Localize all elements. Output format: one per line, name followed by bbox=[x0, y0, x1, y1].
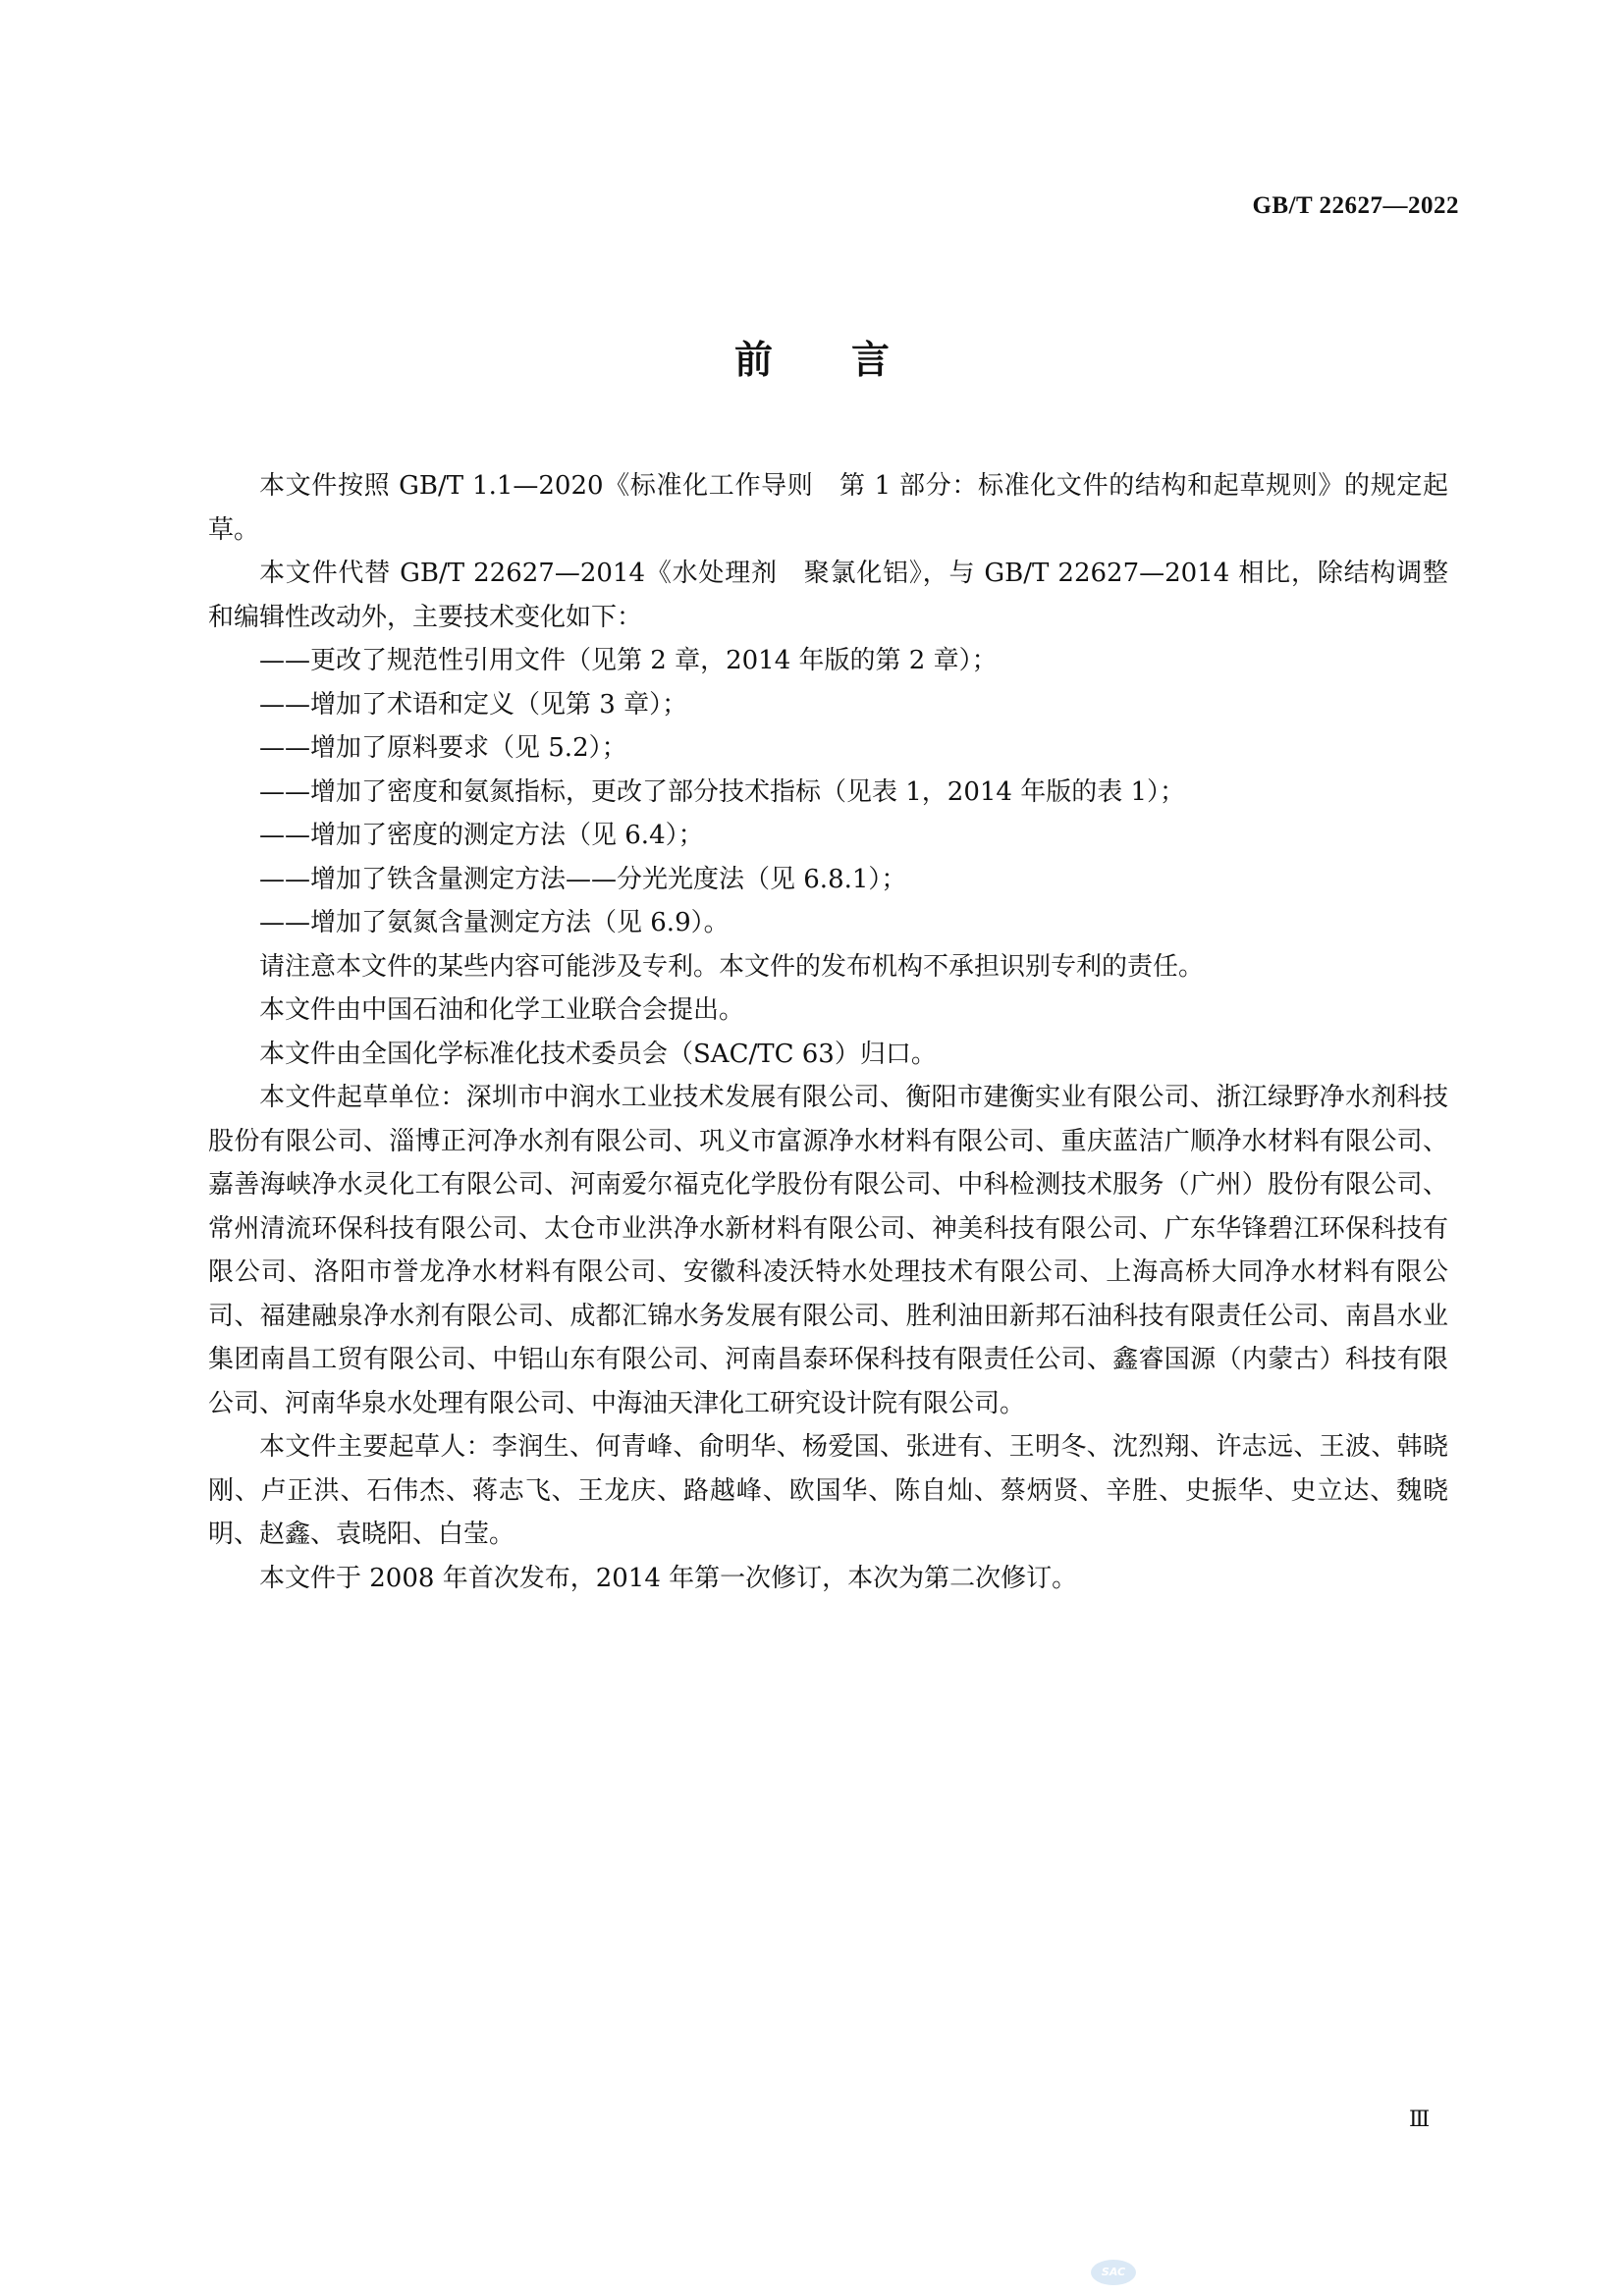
change-item: ——增加了原料要求（见 5.2）； bbox=[259, 733, 627, 763]
change-item: ——增加了氨氮含量测定方法（见 6.9）。 bbox=[259, 908, 730, 937]
change-item: ——增加了术语和定义（见第 3 章）； bbox=[259, 689, 688, 720]
drafting-units: 本文件起草单位：深圳市中润水工业技术发展有限公司、衡阳市建衡实业有限公司、浙江绿野净水剂科技股份有限公司、淄博正河净水剂有限公司、巩义市富源净水材料有限公司、重庆蓝洁广顺净水材料有限公司、嘉善海峡净水灵化工有限公司、河南爱尔福克化学股份有限公司、中科检测技术服务（广州）股份有限公司、常州清流环保科技有限公司、太仓市业洪净水新材料有限公司、神美科技有限公司、广东华锋碧江环保科技有限公司、洛阳市誉龙净水材料有限公司、安徽科凌沃特水处理技术有限公司、上海高桥大同净水材料有限公司、福建融泉净水剂有限公司、成都汇锦水务发展有限公司、胜利油田新邦石油科技有限责任公司、南昌水业集团南昌工贸有限公司、中铝山东有限公司、河南昌泰环保科技有限责任公司、鑫睿国源（内蒙古）科技有限公司、河南华泉水处理有限公司、中海油天津化工研究设计院有限公司。 bbox=[208, 1083, 1448, 1418]
publication-history: 本文件于 2008 年首次发布，2014 年第一次修订，本次为第二次修订。 bbox=[259, 1563, 1078, 1593]
page-number: Ⅲ bbox=[1409, 2107, 1431, 2131]
change-item: ——增加了铁含量测定方法——分光光度法（见 6.8.1）； bbox=[259, 864, 907, 894]
standard-code: GB/T 22627—2022 bbox=[1252, 192, 1459, 219]
foreword-body bbox=[208, 464, 1448, 1600]
page-title: 前言 bbox=[733, 339, 968, 383]
change-item: ——更改了规范性引用文件（见第 2 章，2014 年版的第 2 章）； bbox=[259, 646, 998, 675]
paragraph-drafting-rules: 本文件按照 GB/T 1.1—2020《标准化工作导则 第 1 部分：标准化文件的结构和起草规则》的规定起草。 bbox=[208, 471, 1448, 545]
drafters: 本文件主要起草人：李润生、何青峰、俞明华、杨爱国、张进有、王明冬、沈烈翔、许志远、王波、韩晓刚、卢正洪、石伟杰、蒋志飞、王龙庆、路越峰、欧国华、陈自灿、蔡炳贤、辛胜、史振华、史立达、魏晓明、赵鑫、袁晓阳、白莹。 bbox=[208, 1432, 1448, 1549]
sac-logo-watermark: SAC bbox=[1091, 2260, 1136, 2285]
change-item: ——增加了密度的测定方法（见 6.4）； bbox=[259, 821, 704, 850]
paragraph-replacement: 本文件代替 GB/T 22627—2014《水处理剂 聚氯化铝》，与 GB/T 22627—2014 相比，除结构调整和编辑性改动外，主要技术变化如下： bbox=[208, 559, 1448, 632]
change-item: ——增加了密度和氨氮指标，更改了部分技术指标（见表 1，2014 年版的表 1）； bbox=[259, 776, 1186, 807]
proposer-statement: 本文件由中国石油和化学工业联合会提出。 bbox=[259, 995, 745, 1025]
patent-notice: 请注意本文件的某些内容可能涉及专利。本文件的发布机构不承担识别专利的责任。 bbox=[259, 951, 1205, 982]
committee-statement: 本文件由全国化学标准化技术委员会（SAC/TC 63）归口。 bbox=[259, 1039, 937, 1069]
